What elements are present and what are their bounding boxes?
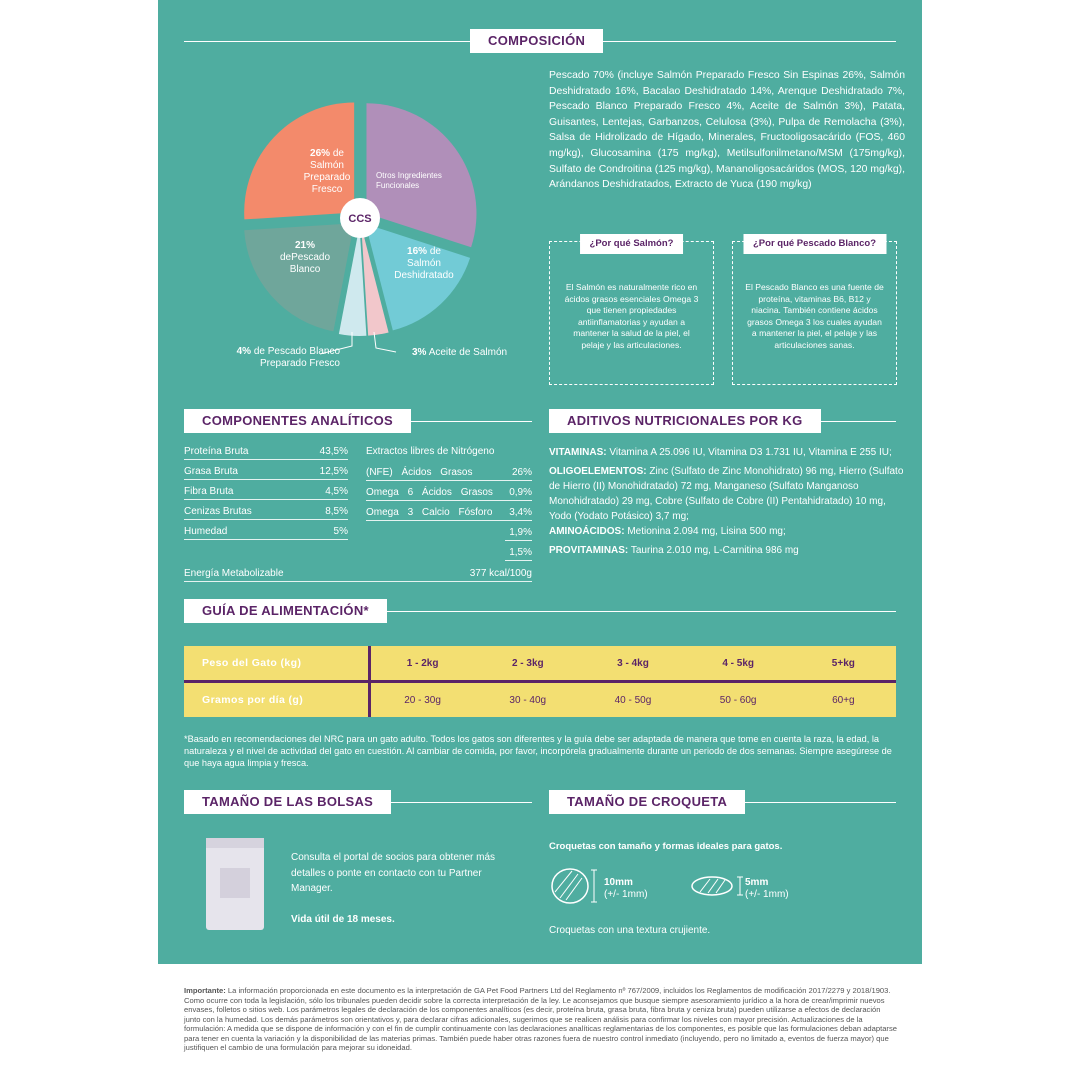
- aditivos-title: ADITIVOS NUTRICIONALES POR KG: [549, 409, 821, 433]
- analitico-value: 43,5%: [319, 446, 348, 457]
- feeding-table-vdivider: [368, 646, 371, 717]
- analitico-row: [366, 486, 532, 501]
- feeding-row-weight-label: Peso del Gato (kg): [202, 657, 302, 669]
- pie-label-pescado-blanco: [262, 240, 348, 276]
- kibble-oval-icon: [690, 872, 746, 900]
- oligo-label: OLIGOELEMENTOS:: [549, 466, 647, 477]
- analitico-label: Grasa Bruta: [184, 466, 238, 477]
- grams-cell: 60+g: [832, 694, 855, 706]
- analitico-value: 5%: [333, 526, 348, 537]
- analitico-label: Fibra Bruta: [184, 486, 234, 497]
- analitico-row: [366, 466, 532, 481]
- pie-center-label: CCS: [348, 213, 372, 225]
- pie-name-pescado-blanco: dePescado Blanco: [279, 252, 331, 275]
- feeding-row-weight: [184, 646, 896, 680]
- grams-cell: 20 - 30g: [404, 694, 441, 706]
- weight-cell: 1 - 2kg: [406, 657, 439, 669]
- analitico-label: Omega 3 Calcio Fósforo: [366, 507, 493, 518]
- analitico-label: (NFE) Ácidos Grasos: [366, 467, 473, 478]
- bolsas-title: TAMAÑO DE LAS BOLSAS: [184, 790, 391, 814]
- kibble-tol-2: (+/- 1mm): [745, 889, 789, 900]
- analitico-row: [366, 506, 532, 521]
- analitico-label: Humedad: [184, 526, 228, 537]
- oligo-value: Zinc (Sulfato de Zinc Monohidrato) 96 mg, Hierro (Sulfato de Hierro (II) Monohidratado) 72 mg, Manganeso (Sulfato Manganoso Monohidratado) 29 mg, Cobre (Sulfato de Cobre (II) Pentahidratado) 10 mg, Yodo (Yodato Potásico) 3,7 mg;: [549, 466, 904, 522]
- pie-label-salmon-fresco: [282, 148, 372, 196]
- provit-label: PROVITAMINAS:: [549, 545, 629, 556]
- analitico-value: 26%: [511, 467, 532, 478]
- grams-cell: 30 - 40g: [509, 694, 547, 706]
- why-salmon-text: El Salmón es naturalmente rico en ácidos grasos esenciales Omega 3 que tienen propiedades antiinflamatorias y ayudan a mantener la salud de la piel, el pelaje y las articulaciones.: [564, 282, 699, 350]
- analitico-value: 0,9%: [509, 487, 532, 498]
- pie-name-aceite: Aceite de Salmón: [428, 347, 508, 358]
- analitico-row: [184, 485, 348, 500]
- energy-label: Energía Metabolizable: [184, 568, 284, 579]
- grams-cell: 50 - 60g: [719, 694, 757, 706]
- analitico-value: 8,5%: [325, 506, 348, 517]
- pie-label-otros: Otros Ingredientes Funcionales: [376, 171, 442, 190]
- analitico-row: [366, 546, 532, 561]
- pie-label-salmon-desh: [384, 246, 464, 282]
- why-white-fish-title: ¿Por qué Pescado Blanco?: [743, 234, 886, 254]
- footer-text: La información proporcionada en este documento es la interpretación de GA Pet Food Partners Ltd del Reglamento nº 767/2009, incluidos los Reglamentos de modificación 2017/2279 y 2018/1903. Como ocurre con toda la legislación, sólo los tribunales pueden decidir sobre la correcta interpretación de la ley. Le aconsejamos que busque siempre asesoramiento jurídico a la hora de crear/imprimir nuevos envases, folletos o sitios web. Los parámetros legales de declaración de los componentes analíticos (es decir, proteína bruta, grasa bruta, fibra bruta y ceniza bruta) pueden utilizarse a efectos de declaración junto con la humedad. Los demás parámetros son orientativos y, para declarar cifras adicionales, sugerimos que se realicen análisis para confirmar los niveles con mayor precisión. Actualizaciones de la formulación: A medida que se dispone de información y con el fin de cumplir continuamente con las declaraciones analíticas reglamentarias de los componentes, es posible que las formulaciones deban adaptarse para tener en cuenta la variación y la disponibilidad de las materias primas. También puede haber otras razones fuera de nuestro control inmediato (incluyendo, pero no limitado a, eventos de fuerza mayor) que justifiquen el cambio de una formulación para mejorar su idoneidad.: [184, 986, 897, 1052]
- why-white-fish-box: [732, 238, 897, 385]
- analitico-value: 1,9%: [505, 526, 532, 541]
- weight-cell: 5+kg: [831, 657, 855, 669]
- bag-icon: [200, 834, 270, 934]
- pie-label-aceite: [412, 347, 542, 359]
- guia-title: GUÍA DE ALIMENTACIÓN*: [184, 599, 387, 623]
- analitico-row: [184, 505, 348, 520]
- analitico-label: Proteína Bruta: [184, 446, 249, 457]
- why-salmon-title: ¿Por qué Salmón?: [580, 234, 684, 254]
- pie-pct-salmon-fresco: 26%: [310, 148, 331, 159]
- pie-name-salmon-desh: Salmón Deshidratado: [394, 258, 454, 281]
- pie-label-pb-fresco: [190, 346, 340, 370]
- pie-pct-pescado-blanco: 21%: [294, 240, 315, 251]
- amino-line: [549, 524, 905, 539]
- grams-cell: 40 - 50g: [614, 694, 652, 706]
- analitico-row: [184, 465, 348, 480]
- legal-footer: [184, 986, 898, 1053]
- kibble-tol-1: (+/- 1mm): [604, 889, 648, 900]
- vitaminas-value: Vitamina A 25.096 IU, Vitamina D3 1.731 IU, Vitamina E 255 IU;: [609, 447, 892, 458]
- pie-de-salmon-desh: de: [429, 246, 441, 257]
- croqueta-subtitle: Croquetas con tamaño y formas ideales para gatos.: [549, 841, 783, 852]
- pie-pct-aceite: 3%: [412, 347, 427, 358]
- analitico-row: [184, 525, 348, 540]
- analitico-value: 3,4%: [509, 507, 532, 518]
- croqueta-texture: Croquetas con una textura crujiente.: [549, 925, 711, 936]
- weight-cell: 2 - 3kg: [511, 657, 544, 669]
- kibble-round-icon: [550, 866, 600, 906]
- croqueta-title: TAMAÑO DE CROQUETA: [549, 790, 745, 814]
- amino-value: Metionina 2.094 mg, Lisina 500 mg;: [627, 526, 786, 537]
- composicion-text: Pescado 70% (incluye Salmón Preparado Fresco Sin Espinas 26%, Salmón Deshidratado 16%, Bacalao Deshidratado 14%, Arenque Deshidratado 7%, Pescado Blanco Preparado Fresco 4%, Aceite de Salmón 3%), Patata, Guisantes, Lentejas, Garbanzos, Celulosa (3%), Pulpa de Remolacha (3%), Salsa de Hidrolizado de Hígado, Minerales, Fructooligosacárido (FOS, 460 mg/kg), Glucosamina (175 mg/kg), Metilsulfonilmetano/MSM (175mg/kg), Sulfato de Condroitina (125 mg/kg), Mananoligosacáridos (MOS, 120 mg/kg), Arándanos Deshidratados, Extracto de Yuca (190 mg/kg): [549, 70, 905, 191]
- analitico-label: Omega 6 Ácidos Grasos: [366, 487, 493, 498]
- guia-note: *Basado en recomendaciones del NRC para un gato adulto. Todos los gatos son diferentes y la guía debe ser adaptada de manera que tome en cuenta la raza, la edad, la naturaleza y el nivel de actividad del gato en cuestión. Al cambiar de comida, por favor, incorpórela gradualmente durante un periodo de dos semanas. Siempre asegúrese de que haya agua limpia y fresca.: [184, 734, 892, 768]
- kibble-size-1: 10mm: [604, 877, 633, 888]
- why-salmon-box: [549, 238, 714, 385]
- pie-pct-pb-fresco: 4%: [236, 346, 252, 357]
- energy-value: 377 kcal/100g: [469, 568, 532, 579]
- analitico-row: [184, 445, 348, 460]
- oligo-line: [549, 464, 905, 524]
- pie-name-salmon-fresco: Salmón Preparado Fresco: [303, 160, 351, 195]
- footer-label: Importante:: [184, 986, 226, 995]
- why-white-fish-text: El Pescado Blanco es una fuente de proteína, vitaminas B6, B12 y niacina. También contiene ácidos grasos Omega 3 los cuales ayudan a mantener la piel, el pelaje y las articulaciones sanas.: [745, 282, 884, 350]
- kibble-size-2: 5mm: [745, 877, 769, 888]
- energy-row: [184, 567, 532, 582]
- composicion-title: COMPOSICIÓN: [470, 29, 603, 53]
- aditivos-block: [549, 445, 905, 558]
- analitico-row: [366, 526, 532, 541]
- weight-cell: 4 - 5kg: [722, 657, 754, 669]
- provit-value: Taurina 2.010 mg, L-Carnitina 986 mg: [630, 545, 799, 556]
- analitico-value: 12,5%: [319, 466, 348, 477]
- analitico-value: 1,5%: [505, 546, 532, 561]
- provit-line: [549, 543, 905, 558]
- weight-cell: 3 - 4kg: [617, 657, 649, 669]
- pie-pct-salmon-desh: 16%: [407, 246, 428, 257]
- vitaminas-label: VITAMINAS:: [549, 447, 607, 458]
- analiticos-title: COMPONENTES ANALÍTICOS: [184, 409, 411, 433]
- bolsas-shelf-life: Vida útil de 18 meses.: [291, 914, 395, 925]
- pie-name-pb-fresco-2: Preparado Fresco: [259, 358, 340, 369]
- pie-name-pb-fresco: de Pescado Blanco: [253, 346, 340, 357]
- feeding-row-grams: [184, 683, 896, 717]
- analitico-value: 4,5%: [325, 486, 348, 497]
- bolsas-text: Consulta el portal de socios para obtener más detalles o ponte en contacto con tu Partner Manager.: [291, 852, 496, 894]
- amino-label: AMINOÁCIDOS:: [549, 526, 625, 537]
- vitaminas-line: [549, 445, 905, 460]
- feeding-row-grams-label: Gramos por día (g): [202, 694, 304, 706]
- pie-de-salmon-fresco: de: [332, 148, 344, 159]
- analiticos-right-line1: Extractos libres de Nitrógeno: [366, 446, 495, 457]
- composition-pie-chart: [230, 95, 490, 355]
- analitico-label: Cenizas Brutas: [184, 506, 252, 517]
